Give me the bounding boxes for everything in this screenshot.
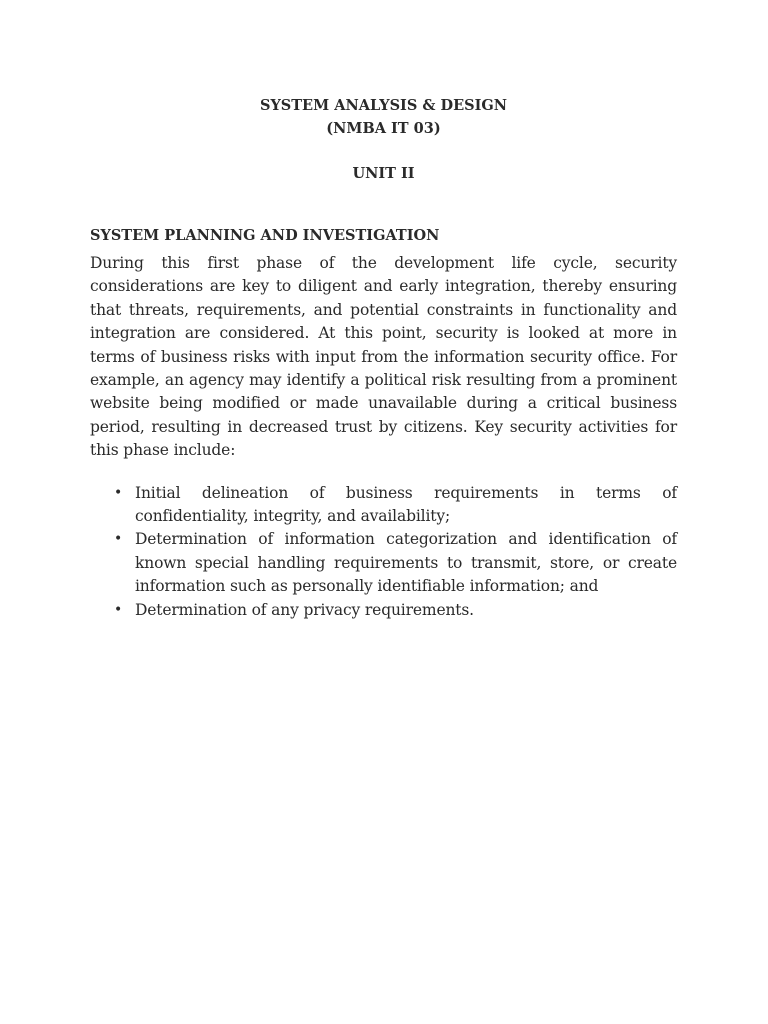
list-item	[90, 482, 677, 529]
list-item	[90, 599, 677, 622]
bullet-icon: •	[114, 531, 123, 548]
list-item-text: Determination of any privacy requirements.	[135, 600, 474, 619]
bullet-icon: •	[114, 484, 123, 501]
document-page	[90, 94, 677, 622]
list-item	[90, 528, 677, 598]
course-code: (NMBA IT 03)	[326, 120, 441, 137]
list-item-text: Initial delineation of business requirements in terms of confidentiality, integrity, and availability;	[135, 483, 677, 526]
unit-heading: UNIT II	[352, 165, 415, 182]
body-paragraph: During this first phase of the development life cycle, security considerations are key to diligent and early integration, thereby ensuring that threats, requirements, and potential constraints in functionality and integration are considered. At this point, security is looked at more in terms of business risks with input from the information security office. For example, an agency may identify a political risk resulting from a prominent website being modified or made unavailable during a critical business period, resulting in decreased trust by citizens. Key security activities for this phase include:	[90, 254, 677, 460]
bullet-icon: •	[114, 601, 123, 618]
list-item-text: Determination of information categorization and identification of known special handling requirements to transmit, store, or create information such as personally identifiable information; and	[135, 530, 677, 596]
section-heading: SYSTEM PLANNING AND INVESTIGATION	[90, 227, 440, 244]
document-title: SYSTEM ANALYSIS & DESIGN	[259, 97, 508, 114]
bullet-list	[90, 482, 677, 622]
